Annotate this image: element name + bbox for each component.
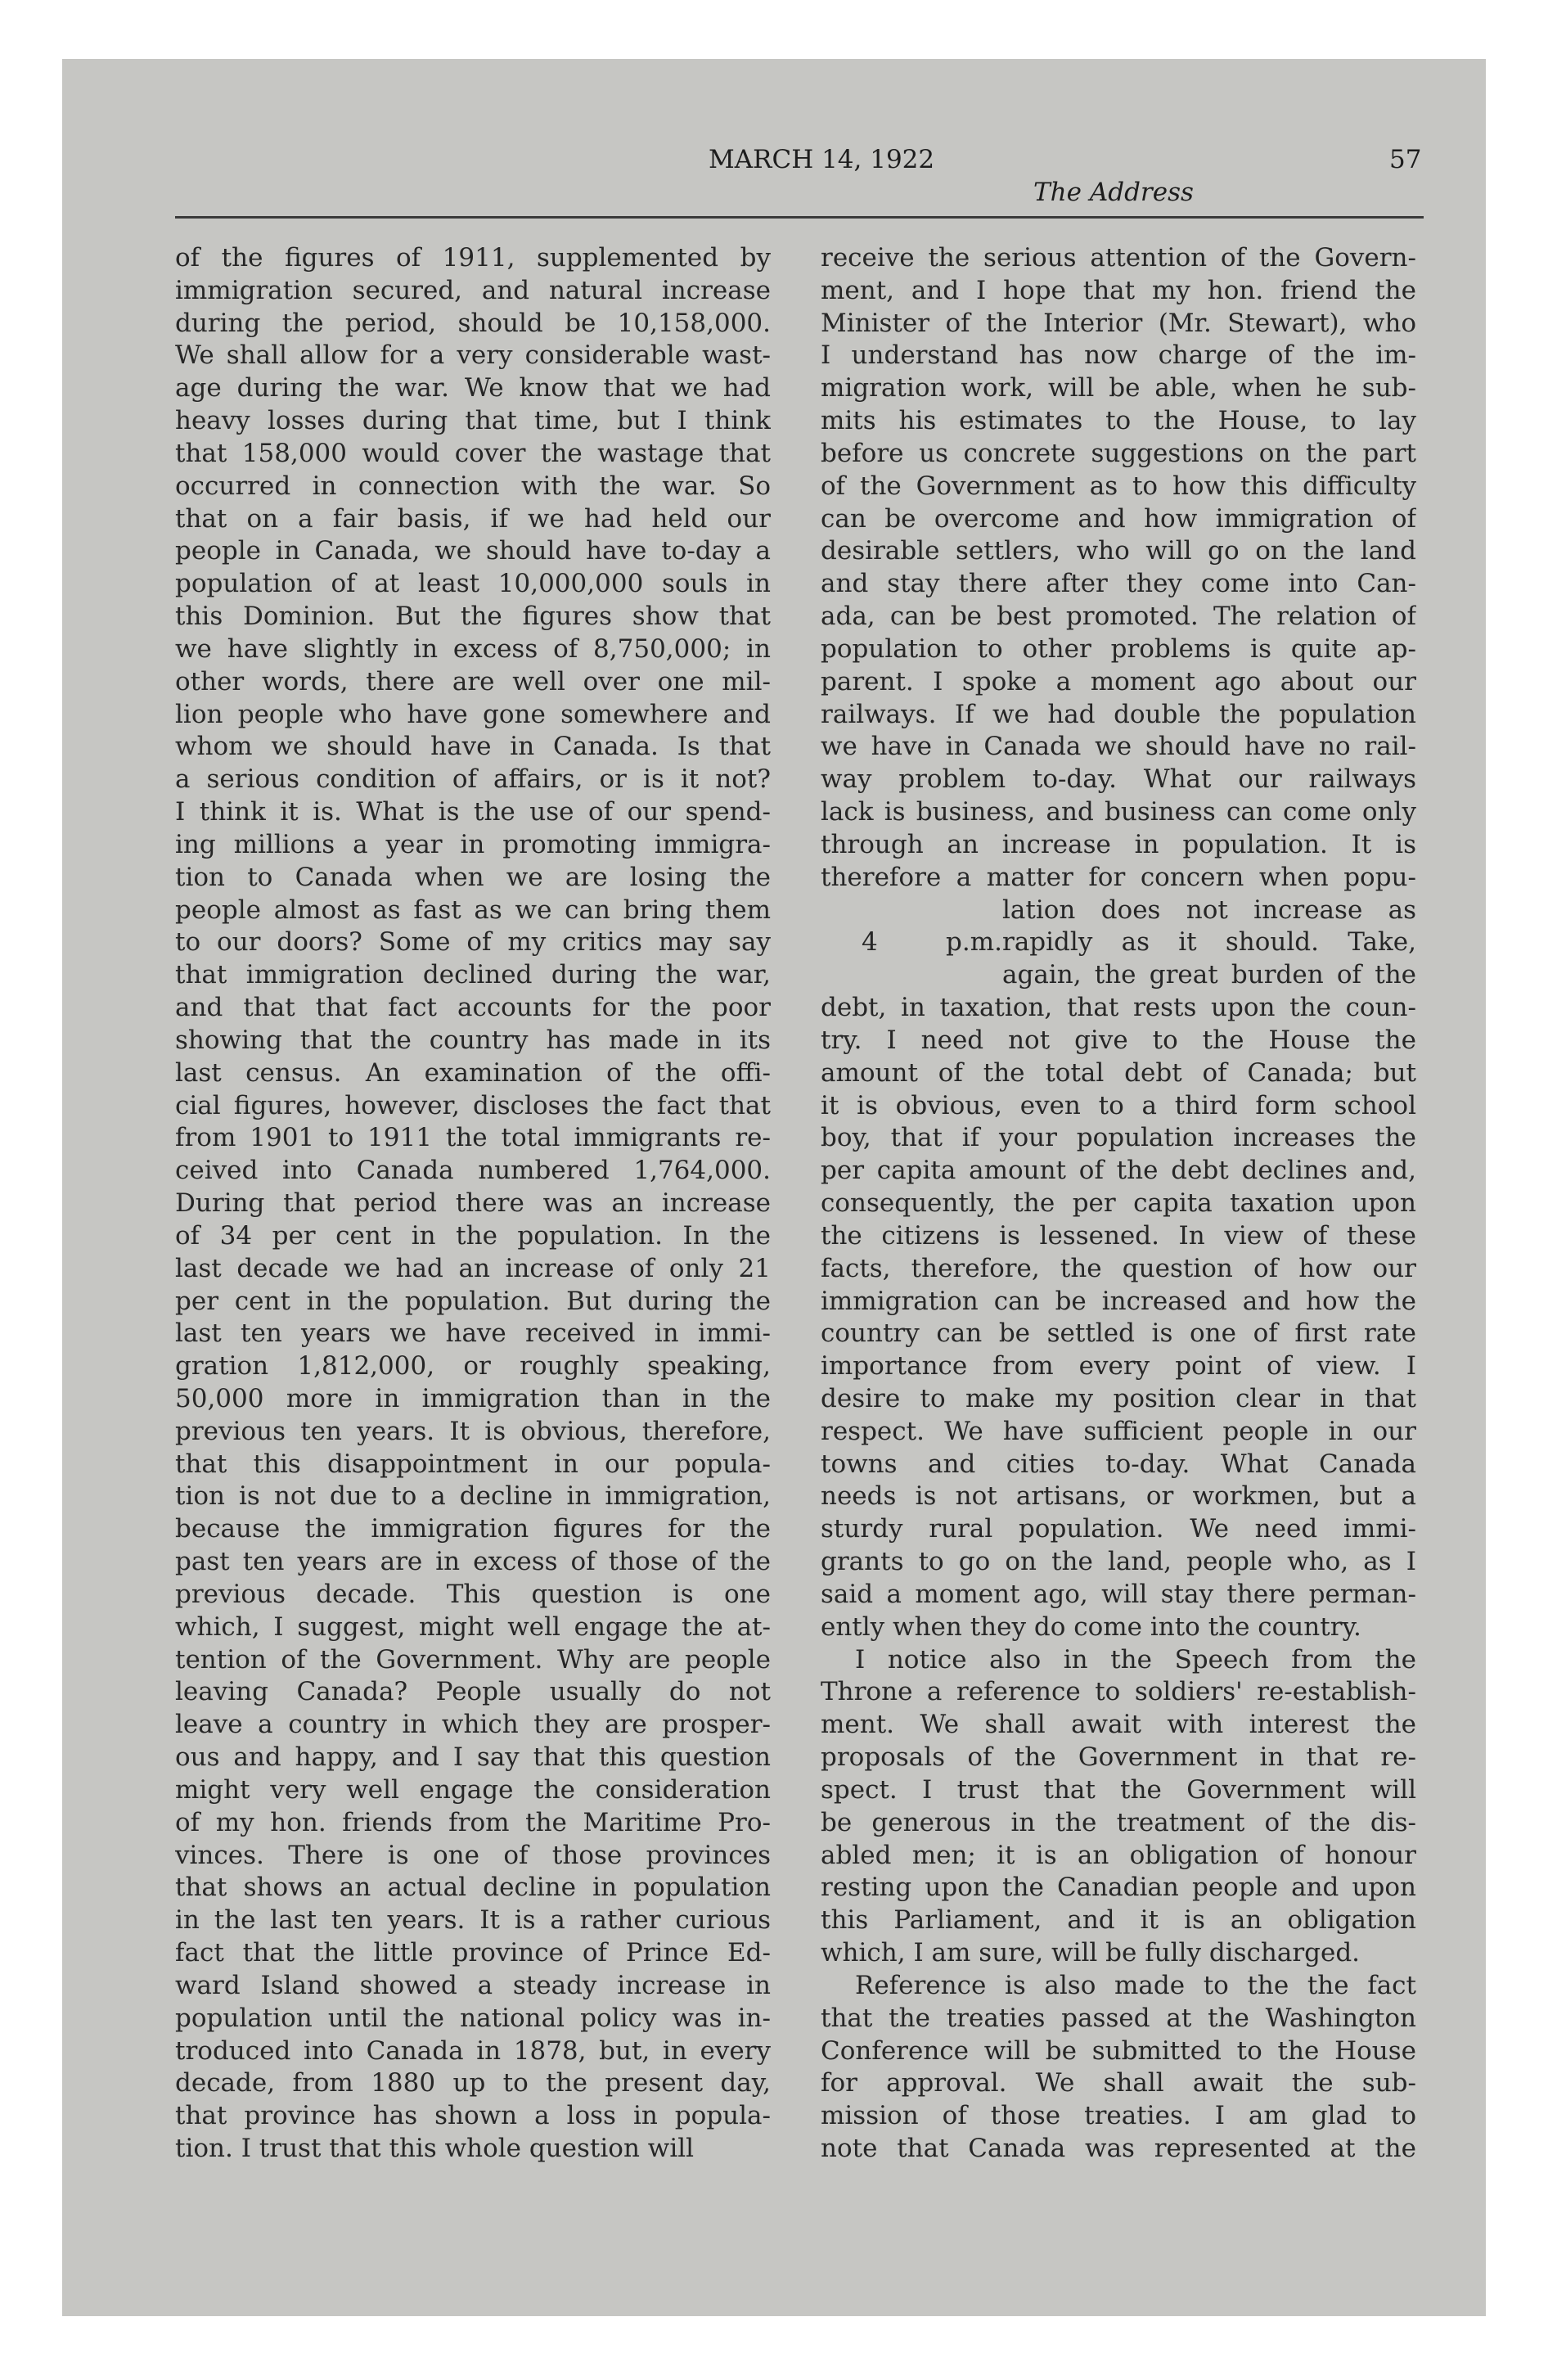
text-line: Conference will be submitted to the House (821, 2035, 1416, 2066)
text-line: before us concrete suggestions on the part (821, 438, 1416, 468)
text-line: lation does not increase as (1002, 895, 1416, 925)
text-line: it is obvious, even to a third form school (821, 1090, 1416, 1120)
text-line: towns and cities to-day. What Canada (821, 1449, 1416, 1479)
text-line: amount of the total debt of Canada; but (821, 1057, 1416, 1088)
text-line: therefore a matter for concern when popu- (821, 862, 1416, 892)
text-line: that 158,000 would cover the wastage that (175, 438, 771, 468)
text-line: desirable settlers, who will go on the land (821, 536, 1416, 566)
text-line: gration 1,812,000, or roughly speaking, (175, 1351, 771, 1382)
text-line: receive the serious attention of the Govern- (821, 243, 1416, 273)
text-line: of the figures of 1911, supplemented by (175, 243, 771, 273)
text-line: people almost as fast as we can bring them (175, 895, 771, 925)
left-column (175, 242, 771, 2166)
text-line: debt, in taxation, that rests upon the coun- (821, 993, 1416, 1023)
text-line: ward Island showed a steady increase in (175, 1970, 771, 2000)
text-line: ment. We shall await with interest the (821, 1710, 1416, 1740)
text-line: cial figures, however, discloses the fact that (175, 1090, 771, 1120)
text-line: of the Government as to how this difficulty (821, 471, 1416, 501)
text-line: vinces. There is one of those provinces (175, 1840, 771, 1870)
text-line: heavy losses during that time, but I think (175, 406, 771, 436)
text-line: said a moment ago, will stay there perman- (821, 1579, 1416, 1609)
text-line: that on a fair basis, if we had held our (175, 503, 771, 534)
text-line: sturdy rural population. We need immi- (821, 1514, 1416, 1544)
text-line: fact that the little province of Prince Ed- (175, 1938, 771, 1968)
text-line: 50,000 more in immigration than in the (175, 1383, 771, 1413)
text-line: which, I am sure, will be fully discharged. (821, 1938, 1361, 1968)
margin-line (821, 926, 1416, 959)
text-line: rapidly as it should. Take, (1002, 927, 1416, 958)
text-line: last ten years we have received in immi- (175, 1318, 771, 1349)
text-line: whom we should have in Canada. Is that (175, 732, 771, 762)
page-number: 57 (1389, 145, 1422, 174)
text-line: Throne a reference to soldiers' re-establish- (821, 1677, 1416, 1707)
text-line: ada, can be best promoted. The relation of (821, 602, 1416, 632)
text-line: respect. We have sufficient people in our (821, 1416, 1416, 1446)
text-line: railways. If we had double the population (821, 699, 1416, 729)
text-line: last census. An examination of the offi- (175, 1057, 771, 1088)
text-line: previous decade. This question is one (175, 1579, 771, 1609)
text-line: We shall allow for a very considerable wast- (175, 340, 771, 371)
text-line: boy, that if your population increases the (821, 1123, 1416, 1153)
text-line: immigration secured, and natural increase (175, 275, 771, 305)
text-line: tion is not due to a decline in immigration, (175, 1481, 771, 1512)
text-line: country can be settled is one of first rate (821, 1318, 1416, 1349)
text-line: during the period, should be 10,158,000. (175, 308, 771, 338)
text-line: immigration can be increased and how the (821, 1286, 1416, 1316)
text-line: be generous in the treatment of the dis- (821, 1807, 1416, 1837)
text-line: that immigration declined during the war, (175, 960, 771, 990)
text-line: tion to Canada when we are losing the (175, 862, 771, 892)
text-line: last decade we had an increase of only 21 (175, 1253, 771, 1283)
text-line: Reference is also made to the the fact (855, 1970, 1416, 2000)
text-line: and that that fact accounts for the poor (175, 993, 771, 1023)
text-line: tention of the Government. Why are people (175, 1644, 771, 1675)
text-line: and stay there after they come into Can- (821, 569, 1416, 599)
text-line: ment, and I hope that my hon. friend the (821, 275, 1416, 305)
text-line: population of at least 10,000,000 souls in (175, 569, 771, 599)
text-line: again, the great burden of the (1002, 960, 1416, 990)
text-line: this Dominion. But the figures show that (175, 602, 771, 632)
text-line: spect. I trust that the Government will (821, 1774, 1416, 1805)
text-line: proposals of the Government in that re- (821, 1742, 1416, 1773)
text-line: importance from every point of view. I (821, 1351, 1416, 1382)
text-line: needs is not artisans, or workmen, but a (821, 1481, 1416, 1512)
text-line: leaving Canada? People usually do not (175, 1677, 771, 1707)
text-line: a serious condition of affairs, or is it not? (175, 764, 771, 795)
text-line: ous and happy, and I say that this question (175, 1742, 771, 1773)
text-line: facts, therefore, the question of how our (821, 1253, 1416, 1283)
text-line: mits his estimates to the House, to lay (821, 406, 1416, 436)
text-line: per cent in the population. But during the (175, 1286, 771, 1316)
text-line: can be overcome and how immigration of (821, 503, 1416, 534)
text-line: population until the national policy was in- (175, 2003, 771, 2033)
text-line: try. I need not give to the House the (821, 1025, 1416, 1055)
text-line: might very well engage the consideration (175, 1774, 771, 1805)
text-line: occurred in connection with the war. So (175, 471, 771, 501)
text-line: age during the war. We know that we had (175, 373, 771, 403)
text-line: mission of those treaties. I am glad to (821, 2101, 1416, 2131)
text-line: in the last ten years. It is a rather curious (175, 1905, 771, 1936)
text-line: to our doors? Some of my critics may say (175, 927, 771, 958)
text-line: because the immigration figures for the (175, 1514, 771, 1544)
text-line: for approval. We shall await the sub- (821, 2068, 1416, 2098)
text-line: lack is business, and business can come only (821, 797, 1416, 827)
text-line: we have in Canada we should have no rail- (821, 732, 1416, 762)
text-line: leave a country in which they are prosper- (175, 1710, 771, 1740)
margin-note-time: 4 p.m. (862, 927, 1002, 958)
text-line: population to other problems is quite ap- (821, 633, 1416, 664)
text-line: previous ten years. It is obvious, therefore, (175, 1416, 771, 1446)
text-line: During that period there was an increase (175, 1188, 771, 1219)
text-line: resting upon the Canadian people and upon (821, 1873, 1416, 1903)
text-line: migration work, will be able, when he sub- (821, 373, 1416, 403)
text-line: through an increase in population. It is (821, 829, 1416, 859)
text-line: ently when they do come into the country. (821, 1611, 1361, 1642)
text-line: ing millions a year in promoting immigra- (175, 829, 771, 859)
text-line: from 1901 to 1911 the total immigrants re- (175, 1123, 771, 1153)
text-line: that this disappointment in our popula- (175, 1449, 771, 1479)
text-line: I understand has now charge of the im- (821, 340, 1416, 371)
text-line: desire to make my position clear in that (821, 1383, 1416, 1413)
text-line: the citizens is lessened. In view of these (821, 1220, 1416, 1251)
text-line: I think it is. What is the use of our spend- (175, 797, 771, 827)
text-line: people in Canada, we should have to-day a (175, 536, 771, 566)
text-line: decade, from 1880 up to the present day, (175, 2068, 771, 2098)
text-line: I notice also in the Speech from the (855, 1644, 1416, 1675)
text-line: grants to go on the land, people who, as I (821, 1547, 1416, 1577)
text-line: this Parliament, and it is an obligation (821, 1905, 1416, 1936)
text-line: lion people who have gone somewhere and (175, 699, 771, 729)
text-line: way problem to-day. What our railways (821, 764, 1416, 795)
text-line: which, I suggest, might well engage the at- (175, 1611, 771, 1642)
text-line: note that Canada was represented at the (821, 2134, 1416, 2164)
text-line: of 34 per cent in the population. In the (175, 1220, 771, 1251)
text-line: that shows an actual decline in population (175, 1873, 771, 1903)
text-line: we have slightly in excess of 8,750,000; in (175, 633, 771, 664)
header-rule (175, 216, 1424, 219)
text-line: per capita amount of the debt declines and, (821, 1156, 1416, 1186)
text-line: parent. I spoke a moment ago about our (821, 666, 1416, 696)
text-line: showing that the country has made in its (175, 1025, 771, 1055)
text-line: consequently, the per capita taxation upon (821, 1188, 1416, 1219)
right-column (821, 242, 1416, 2166)
header-date: MARCH 14, 1922 (709, 145, 935, 174)
text-line: that province has shown a loss in popula- (175, 2101, 771, 2131)
running-head: The Address (1033, 178, 1194, 207)
text-line: ceived into Canada numbered 1,764,000. (175, 1156, 771, 1186)
text-line: other words, there are well over one mil- (175, 666, 771, 696)
text-line: Minister of the Interior (Mr. Stewart), who (821, 308, 1416, 338)
text-line: that the treaties passed at the Washington (821, 2003, 1416, 2033)
text-line: past ten years are in excess of those of the (175, 1547, 771, 1577)
text-line: abled men; it is an obligation of honour (821, 1840, 1416, 1870)
text-line: of my hon. friends from the Maritime Pro- (175, 1807, 771, 1837)
text-line: troduced into Canada in 1878, but, in every (175, 2035, 771, 2066)
text-line: tion. I trust that this whole question will (175, 2134, 695, 2164)
